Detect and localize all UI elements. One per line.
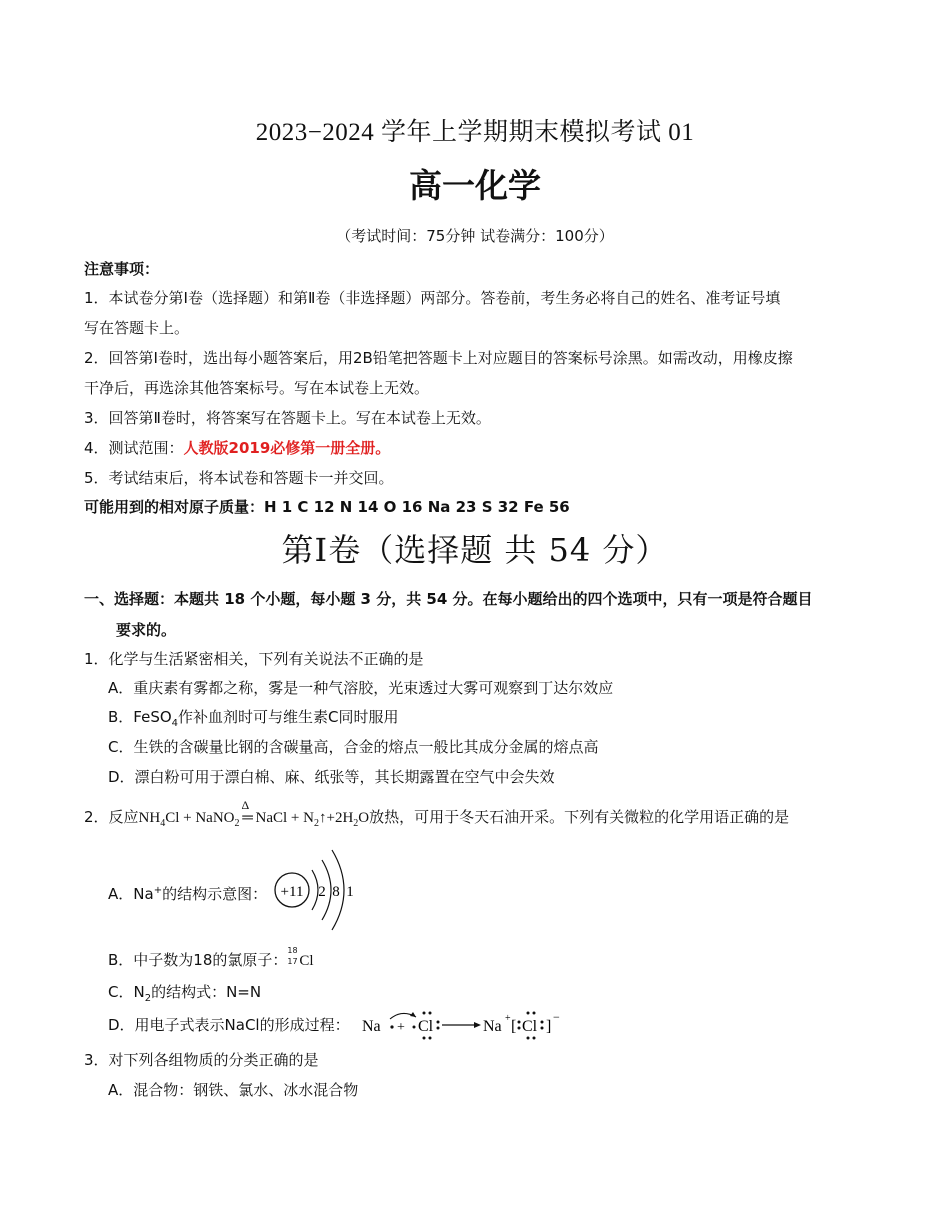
cl-electron-right-2 bbox=[437, 1027, 440, 1030]
cl-ion-electron-top-1 bbox=[527, 1012, 530, 1015]
chlorine-atom-symbol: Cl bbox=[418, 1018, 434, 1035]
cl-electron-left bbox=[413, 1026, 416, 1029]
cl-electron-bottom-1 bbox=[423, 1037, 426, 1040]
q1-option-b-prefix: B．FeSO bbox=[108, 708, 172, 726]
cl-electron-bottom-2 bbox=[429, 1037, 432, 1040]
notes-heading: 注意事项： bbox=[84, 260, 160, 278]
q2-option-a bbox=[108, 883, 267, 904]
note-5: 5．考试结束后，将本试卷和答题卡一并交回。 bbox=[84, 469, 394, 487]
q1-option-b bbox=[108, 706, 399, 729]
reaction-water-sub: 2 bbox=[353, 818, 359, 829]
cl-ion-electron-bottom-1 bbox=[527, 1037, 530, 1040]
reaction-gas-arrow: ↑ bbox=[318, 810, 327, 826]
nacl-electron-formation-diagram bbox=[362, 1005, 572, 1045]
q3-stem: 3．对下列各组物质的分类正确的是 bbox=[84, 1051, 319, 1069]
reaction-n2-sub: 2 bbox=[313, 818, 319, 829]
q1-option-b-suffix: 作补血剂时可与维生素C同时服用 bbox=[178, 708, 399, 726]
reaction-heat-mark: Δ bbox=[241, 798, 250, 812]
q1-option-d: D．漂白粉可用于漂白棉、麻、纸张等，其长期露置在空气中会失效 bbox=[108, 768, 555, 786]
q2-stem-prefix: 2．反应 bbox=[84, 808, 139, 826]
exam-meta: （考试时间：75分钟 试卷满分：100分） bbox=[336, 227, 614, 245]
q2-stem-suffix: 放热，可用于冬天石油开采。下列有关微粒的化学用语正确的是 bbox=[369, 808, 790, 826]
q1-option-c: C．生铁的含碳量比钢的含碳量高，合金的熔点一般比其成分金属的熔点高 bbox=[108, 738, 599, 756]
sodium-ion-structure-diagram bbox=[272, 845, 372, 935]
atomic-masses: 可能用到的相对原子质量：H 1 C 12 N 14 O 16 Na 23 S 32 Fe 56 bbox=[84, 498, 570, 516]
bracket-open: [ bbox=[511, 1018, 517, 1035]
q2-option-a-text: A．Na bbox=[108, 885, 154, 903]
section-1-instruction-line-1: 一、选择题：本题共 18 个小题，每小题 3 分，共 54 分。在每小题给出的四个选项中，只有一项是符合题目 bbox=[84, 590, 813, 608]
note-4-prefix: 4．测试范围： bbox=[84, 439, 184, 457]
note-2-line-1: 2．回答第Ⅰ卷时，选出每小题答案后，用2B铅笔把答题卡上对应题目的答案标号涂黑。如需改动，用橡皮擦 bbox=[84, 349, 793, 367]
q2-option-c-text: C．N bbox=[108, 983, 145, 1001]
q2-option-b-text: B．中子数为18的氯原子： bbox=[108, 951, 288, 969]
q2-stem bbox=[84, 798, 790, 829]
note-1-line-2: 写在答题卡上。 bbox=[84, 319, 190, 337]
q2-option-a-suffix: 的结构示意图： bbox=[162, 885, 268, 903]
cl-electron-right-1 bbox=[437, 1021, 440, 1024]
q1-stem: 1．化学与生活紧密相关，下列有关说法不正确的是 bbox=[84, 650, 424, 668]
sodium-ion-charge: + bbox=[505, 1013, 511, 1024]
cl-ion-electron-bottom-2 bbox=[533, 1037, 536, 1040]
note-4 bbox=[84, 437, 390, 458]
q2-option-c-suffix: 的结构式：N=N bbox=[151, 983, 262, 1001]
q2-option-a-sup: + bbox=[153, 885, 163, 896]
chlorine-nuclide bbox=[287, 946, 299, 966]
q2-option-d: D．用电子式表示NaCl的形成过程： bbox=[108, 1016, 350, 1034]
cl-ion-electron-left-2 bbox=[518, 1027, 521, 1030]
chlorine-atomic-number: 17 bbox=[287, 957, 298, 966]
q2-option-c-sub: 2 bbox=[144, 993, 152, 1004]
section-1-title: 第Ⅰ卷（选择题 共 54 分） bbox=[281, 531, 669, 569]
q2-option-c bbox=[108, 981, 261, 1004]
nucleus-charge: +11 bbox=[280, 884, 304, 900]
note-4-highlight: 人教版2019必修第一册全册。 bbox=[183, 439, 391, 457]
bracket-close: ] bbox=[546, 1018, 552, 1035]
reaction-nacl-n: NaCl + N bbox=[255, 810, 314, 826]
sodium-atom-symbol: Na bbox=[362, 1018, 381, 1035]
shell-3-electrons: 1 bbox=[346, 884, 354, 900]
reaction-nh4-sub: 4 bbox=[160, 818, 166, 829]
q1-option-a: A．重庆素有雾都之称，雾是一种气溶胶，光束透过大雾可观察到丁达尔效应 bbox=[108, 679, 614, 697]
reaction-arrowhead bbox=[474, 1022, 481, 1028]
shell-1-electrons: 2 bbox=[318, 884, 326, 900]
cl-ion-electron-top-2 bbox=[533, 1012, 536, 1015]
cl-ion-electron-right-2 bbox=[541, 1027, 544, 1030]
chloride-ion-symbol: Cl bbox=[522, 1018, 538, 1035]
cl-electron-top-1 bbox=[423, 1012, 426, 1015]
reaction-arrow: Δ ═ bbox=[241, 798, 253, 826]
reaction-o: O bbox=[358, 810, 370, 826]
q2-option-b bbox=[108, 946, 314, 970]
cl-ion-electron-left-1 bbox=[518, 1021, 521, 1024]
sodium-valence-electron bbox=[390, 1025, 393, 1028]
q1-option-b-sub: 4 bbox=[171, 718, 179, 729]
q3-option-a: A．混合物：钢铁、氯水、冰水混合物 bbox=[108, 1081, 359, 1099]
note-3: 3．回答第Ⅱ卷时，将答案写在答题卡上。写在本试卷上无效。 bbox=[84, 409, 491, 427]
section-1-instruction-line-2: 要求的。 bbox=[116, 621, 177, 639]
sodium-ion-symbol: Na bbox=[483, 1018, 502, 1035]
exam-title: 2023−2024 学年上学期期末模拟考试 01 bbox=[255, 119, 695, 146]
shell-arc-1 bbox=[312, 870, 318, 910]
chlorine-mass-number: 18 bbox=[287, 946, 298, 955]
reaction-nh4: NH bbox=[138, 810, 161, 826]
subject-title: 高一化学 bbox=[409, 166, 541, 205]
plus-sign: + bbox=[397, 1020, 405, 1035]
chloride-ion-charge: − bbox=[553, 1010, 560, 1024]
cl-ion-electron-right-1 bbox=[541, 1021, 544, 1024]
reaction-cl-nano: Cl + NaNO bbox=[165, 810, 235, 826]
shell-2-electrons: 8 bbox=[332, 884, 340, 900]
chlorine-symbol: Cl bbox=[299, 953, 314, 969]
note-2-line-2: 干净后，再选涂其他答案标号。写在本试卷上无效。 bbox=[84, 379, 430, 397]
reaction-water: +2H bbox=[326, 810, 354, 826]
note-1-line-1: 1．本试卷分第Ⅰ卷（选择题）和第Ⅱ卷（非选择题）两部分。答卷前，考生务必将自己的姓名、准考证号填 bbox=[84, 289, 781, 307]
cl-electron-top-2 bbox=[429, 1012, 432, 1015]
reaction-nano2-sub: 2 bbox=[234, 818, 240, 829]
